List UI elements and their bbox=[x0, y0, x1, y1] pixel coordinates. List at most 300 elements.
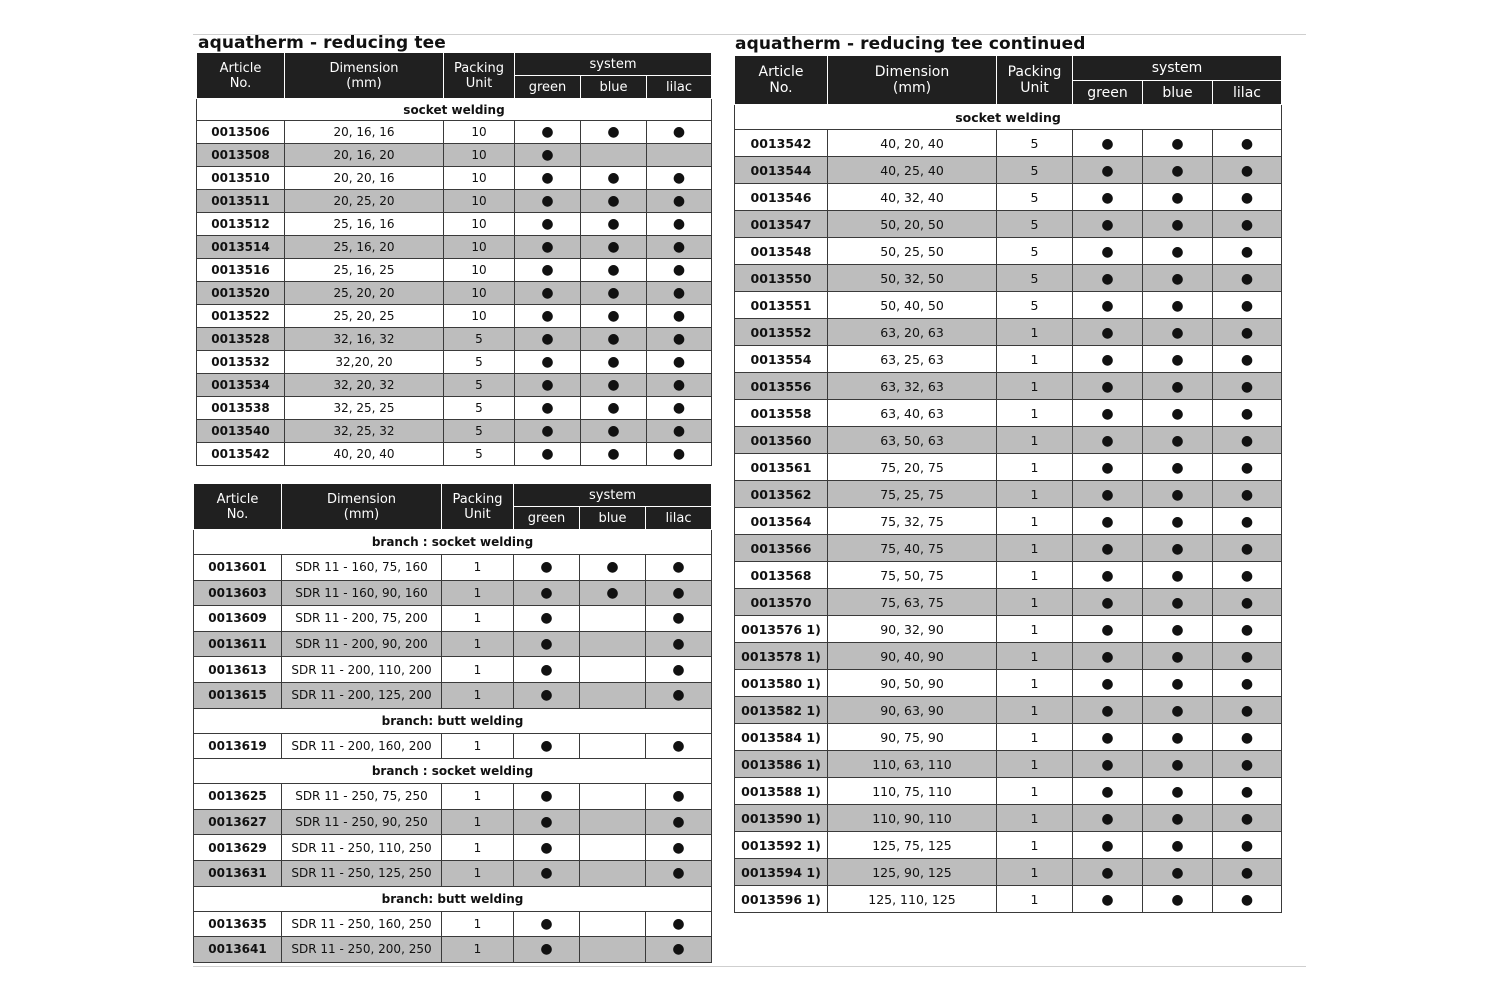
article-number-cell: 0013522 bbox=[197, 305, 285, 328]
green-system-cell bbox=[1073, 130, 1143, 157]
table-row bbox=[735, 157, 1282, 184]
lilac-system-cell bbox=[1213, 238, 1282, 265]
availability-dot-icon: ● bbox=[607, 193, 620, 209]
green-system-cell bbox=[514, 631, 580, 657]
table-row bbox=[735, 535, 1282, 562]
availability-dot-icon: ● bbox=[672, 687, 685, 704]
table-row bbox=[194, 631, 712, 657]
packing-unit-cell: 10 bbox=[444, 167, 515, 190]
dimension-cell: 20, 16, 16 bbox=[285, 121, 444, 144]
green-system-cell bbox=[515, 282, 581, 305]
table-row bbox=[194, 784, 712, 810]
blue-system-cell bbox=[581, 374, 647, 397]
availability-dot-icon: ● bbox=[1171, 459, 1184, 476]
packing-unit-cell: 5 bbox=[997, 292, 1073, 319]
availability-dot-icon: ● bbox=[607, 354, 620, 370]
availability-dot-icon: ● bbox=[1240, 459, 1254, 476]
dimension-cell: 75, 40, 75 bbox=[828, 535, 997, 562]
packing-unit-cell: 1 bbox=[997, 508, 1073, 535]
availability-dot-icon: ● bbox=[672, 308, 686, 324]
blue-system-cell bbox=[581, 144, 647, 167]
blue-system-cell bbox=[1143, 130, 1213, 157]
blue-system-cell bbox=[581, 259, 647, 282]
packing-unit-cell: 1 bbox=[442, 835, 514, 861]
blue-system-cell bbox=[1143, 292, 1213, 319]
blue-system-cell bbox=[1143, 886, 1213, 913]
packing-unit-cell: 10 bbox=[444, 282, 515, 305]
dimension-header: Dimension (mm) bbox=[828, 56, 997, 105]
availability-dot-icon: ● bbox=[1171, 594, 1184, 611]
availability-dot-icon: ● bbox=[541, 216, 554, 232]
green-system-cell bbox=[515, 420, 581, 443]
dimension-cell: 75, 50, 75 bbox=[828, 562, 997, 589]
lilac-system-cell bbox=[1213, 373, 1282, 400]
availability-dot-icon: ● bbox=[541, 285, 554, 301]
availability-dot-icon: ● bbox=[1240, 675, 1254, 692]
blue-system-cell bbox=[1143, 319, 1213, 346]
green-system-cell bbox=[1073, 238, 1143, 265]
lilac-system-cell bbox=[1213, 211, 1282, 238]
green-system-cell bbox=[1073, 751, 1143, 778]
availability-dot-icon: ● bbox=[1240, 567, 1254, 584]
availability-dot-icon: ● bbox=[1101, 729, 1114, 746]
packing-unit-cell: 1 bbox=[442, 784, 514, 810]
article-number-cell: 0013528 bbox=[197, 328, 285, 351]
green-system-cell bbox=[1073, 697, 1143, 724]
blue-header: blue bbox=[580, 507, 646, 530]
reducing-tee-table-1 bbox=[196, 52, 712, 466]
blue-system-cell bbox=[1143, 508, 1213, 535]
green-system-cell bbox=[515, 351, 581, 374]
packing-unit-cell: 1 bbox=[442, 657, 514, 683]
availability-dot-icon: ● bbox=[1101, 675, 1114, 692]
availability-dot-icon: ● bbox=[540, 941, 553, 958]
section-row bbox=[194, 530, 712, 555]
availability-dot-icon: ● bbox=[1101, 135, 1114, 152]
availability-dot-icon: ● bbox=[1101, 702, 1114, 719]
availability-dot-icon: ● bbox=[672, 814, 685, 831]
lilac-system-cell bbox=[1213, 805, 1282, 832]
packing-unit-cell: 1 bbox=[442, 555, 514, 581]
availability-dot-icon: ● bbox=[1240, 216, 1254, 233]
availability-dot-icon: ● bbox=[1101, 486, 1114, 503]
lilac-system-cell bbox=[1213, 184, 1282, 211]
availability-dot-icon: ● bbox=[541, 308, 554, 324]
article-number-cell: 0013601 bbox=[194, 555, 282, 581]
green-header: green bbox=[1073, 81, 1143, 105]
dimension-cell: 40, 32, 40 bbox=[828, 184, 997, 211]
blue-system-cell bbox=[1143, 211, 1213, 238]
lilac-system-cell bbox=[647, 190, 712, 213]
packing-unit-cell: 1 bbox=[997, 859, 1073, 886]
availability-dot-icon: ● bbox=[1171, 513, 1184, 530]
availability-dot-icon: ● bbox=[540, 661, 553, 678]
availability-dot-icon: ● bbox=[1171, 783, 1184, 800]
blue-system-cell bbox=[1143, 265, 1213, 292]
availability-dot-icon: ● bbox=[672, 423, 686, 439]
green-system-cell bbox=[1073, 886, 1143, 913]
lilac-system-cell bbox=[647, 443, 712, 466]
dimension-cell: 50, 32, 50 bbox=[828, 265, 997, 292]
availability-dot-icon: ● bbox=[1240, 432, 1254, 449]
lilac-system-cell bbox=[1213, 859, 1282, 886]
table-row bbox=[735, 184, 1282, 211]
packing-unit-cell: 5 bbox=[444, 328, 515, 351]
blue-system-cell bbox=[1143, 832, 1213, 859]
dimension-cell: 75, 32, 75 bbox=[828, 508, 997, 535]
availability-dot-icon: ● bbox=[1240, 324, 1254, 341]
blue-system-cell bbox=[1143, 562, 1213, 589]
availability-dot-icon: ● bbox=[541, 446, 554, 462]
lilac-system-cell bbox=[646, 835, 712, 861]
green-system-cell bbox=[1073, 427, 1143, 454]
availability-dot-icon: ● bbox=[672, 285, 686, 301]
packing-unit-cell: 1 bbox=[997, 481, 1073, 508]
availability-dot-icon: ● bbox=[540, 687, 553, 704]
availability-dot-icon: ● bbox=[1101, 189, 1114, 206]
dimension-cell: 90, 50, 90 bbox=[828, 670, 997, 697]
green-system-cell bbox=[1073, 184, 1143, 211]
dimension-cell: 32, 25, 25 bbox=[285, 397, 444, 420]
blue-system-cell bbox=[1143, 670, 1213, 697]
availability-dot-icon: ● bbox=[1101, 216, 1114, 233]
dimension-cell: SDR 11 - 200, 125, 200 bbox=[282, 682, 442, 708]
dimension-cell: 125, 90, 125 bbox=[828, 859, 997, 886]
availability-dot-icon: ● bbox=[1240, 837, 1254, 854]
dimension-cell: 63, 20, 63 bbox=[828, 319, 997, 346]
table-row bbox=[197, 190, 712, 213]
dimension-cell: SDR 11 - 250, 200, 250 bbox=[282, 937, 442, 963]
lilac-system-cell bbox=[647, 397, 712, 420]
green-system-cell bbox=[1073, 400, 1143, 427]
blue-system-cell bbox=[581, 167, 647, 190]
availability-dot-icon: ● bbox=[540, 915, 553, 932]
availability-dot-icon: ● bbox=[672, 193, 686, 209]
dimension-cell: 125, 110, 125 bbox=[828, 886, 997, 913]
packing-unit-cell: 5 bbox=[444, 443, 515, 466]
dimension-cell: 20, 16, 20 bbox=[285, 144, 444, 167]
dimension-cell: 20, 25, 20 bbox=[285, 190, 444, 213]
article-number-cell: 0013508 bbox=[197, 144, 285, 167]
availability-dot-icon: ● bbox=[607, 239, 620, 255]
article-number-cell: 0013514 bbox=[197, 236, 285, 259]
article-number-cell: 0013584 1) bbox=[735, 724, 828, 751]
availability-dot-icon: ● bbox=[1101, 243, 1114, 260]
dimension-header: Dimension (mm) bbox=[285, 53, 444, 99]
availability-dot-icon: ● bbox=[672, 610, 685, 627]
blue-system-cell bbox=[1143, 859, 1213, 886]
dimension-cell: SDR 11 - 200, 110, 200 bbox=[282, 657, 442, 683]
system-header: system bbox=[515, 53, 712, 76]
dimension-cell: SDR 11 - 250, 110, 250 bbox=[282, 835, 442, 861]
blue-system-cell bbox=[580, 555, 646, 581]
table-row bbox=[194, 580, 712, 606]
article-number-cell: 0013596 1) bbox=[735, 886, 828, 913]
availability-dot-icon: ● bbox=[1240, 135, 1254, 152]
availability-dot-icon: ● bbox=[672, 941, 685, 958]
table-row bbox=[197, 305, 712, 328]
article-number-cell: 0013590 1) bbox=[735, 805, 828, 832]
green-system-cell bbox=[515, 397, 581, 420]
packing-unit-cell: 5 bbox=[444, 397, 515, 420]
table-row bbox=[735, 292, 1282, 319]
packing-unit-cell: 1 bbox=[997, 535, 1073, 562]
availability-dot-icon: ● bbox=[541, 331, 554, 347]
green-system-cell bbox=[1073, 589, 1143, 616]
availability-dot-icon: ● bbox=[1171, 378, 1184, 395]
packing-unit-cell: 1 bbox=[997, 697, 1073, 724]
table-row bbox=[194, 657, 712, 683]
availability-dot-icon: ● bbox=[1101, 297, 1114, 314]
availability-dot-icon: ● bbox=[1171, 243, 1184, 260]
availability-dot-icon: ● bbox=[1240, 621, 1254, 638]
availability-dot-icon: ● bbox=[1101, 756, 1114, 773]
table-row bbox=[194, 860, 712, 886]
dimension-cell: 90, 40, 90 bbox=[828, 643, 997, 670]
availability-dot-icon: ● bbox=[607, 262, 620, 278]
article-number-cell: 0013551 bbox=[735, 292, 828, 319]
availability-dot-icon: ● bbox=[1240, 297, 1254, 314]
availability-dot-icon: ● bbox=[1240, 891, 1254, 908]
table-row bbox=[197, 351, 712, 374]
availability-dot-icon: ● bbox=[540, 865, 553, 882]
section-row bbox=[194, 708, 712, 733]
packing-unit-cell: 5 bbox=[997, 211, 1073, 238]
blue-system-cell bbox=[580, 657, 646, 683]
availability-dot-icon: ● bbox=[672, 446, 686, 462]
dimension-cell: SDR 11 - 250, 160, 250 bbox=[282, 911, 442, 937]
availability-dot-icon: ● bbox=[1171, 216, 1184, 233]
availability-dot-icon: ● bbox=[607, 446, 620, 462]
availability-dot-icon: ● bbox=[1240, 810, 1254, 827]
availability-dot-icon: ● bbox=[672, 584, 685, 601]
dimension-cell: SDR 11 - 250, 75, 250 bbox=[282, 784, 442, 810]
article-number-cell: 0013641 bbox=[194, 937, 282, 963]
dimension-cell: SDR 11 - 160, 75, 160 bbox=[282, 555, 442, 581]
section-label: branch : socket welding bbox=[194, 759, 712, 784]
blue-system-cell bbox=[581, 328, 647, 351]
lilac-system-cell bbox=[646, 937, 712, 963]
green-system-cell bbox=[1073, 454, 1143, 481]
availability-dot-icon: ● bbox=[672, 865, 685, 882]
availability-dot-icon: ● bbox=[1101, 783, 1114, 800]
lilac-system-cell bbox=[1213, 157, 1282, 184]
lilac-system-cell bbox=[647, 420, 712, 443]
availability-dot-icon: ● bbox=[1240, 162, 1254, 179]
lilac-system-cell bbox=[647, 236, 712, 259]
article-number-cell: 0013580 1) bbox=[735, 670, 828, 697]
availability-dot-icon: ● bbox=[1101, 864, 1114, 881]
packing-unit-cell: 1 bbox=[997, 805, 1073, 832]
table-row bbox=[735, 616, 1282, 643]
lilac-system-cell bbox=[1213, 319, 1282, 346]
availability-dot-icon: ● bbox=[1171, 351, 1184, 368]
article-number-cell: 0013562 bbox=[735, 481, 828, 508]
blue-system-cell bbox=[1143, 697, 1213, 724]
blue-system-cell bbox=[1143, 751, 1213, 778]
article-number-cell: 0013540 bbox=[197, 420, 285, 443]
table-row bbox=[197, 420, 712, 443]
article-number-cell: 0013516 bbox=[197, 259, 285, 282]
lilac-header: lilac bbox=[647, 76, 712, 99]
availability-dot-icon: ● bbox=[1240, 270, 1254, 287]
green-system-cell bbox=[515, 374, 581, 397]
table-row bbox=[735, 589, 1282, 616]
availability-dot-icon: ● bbox=[1101, 540, 1114, 557]
table-row bbox=[735, 427, 1282, 454]
lilac-system-cell bbox=[646, 606, 712, 632]
availability-dot-icon: ● bbox=[1240, 486, 1254, 503]
blue-system-cell bbox=[1143, 805, 1213, 832]
blue-system-cell bbox=[1143, 778, 1213, 805]
packing-unit-cell: 5 bbox=[444, 351, 515, 374]
availability-dot-icon: ● bbox=[1101, 810, 1114, 827]
lilac-system-cell bbox=[647, 374, 712, 397]
section-row bbox=[194, 759, 712, 784]
packing-unit-cell: 5 bbox=[444, 420, 515, 443]
lilac-system-cell bbox=[646, 657, 712, 683]
article-number-cell: 0013520 bbox=[197, 282, 285, 305]
green-system-cell bbox=[514, 555, 580, 581]
dimension-cell: 50, 25, 50 bbox=[828, 238, 997, 265]
article-number-cell: 0013603 bbox=[194, 580, 282, 606]
article-number-cell: 0013558 bbox=[735, 400, 828, 427]
availability-dot-icon: ● bbox=[540, 737, 553, 754]
packing-unit-cell: 1 bbox=[997, 427, 1073, 454]
availability-dot-icon: ● bbox=[1101, 648, 1114, 665]
packing-unit-cell: 1 bbox=[442, 937, 514, 963]
green-system-cell bbox=[515, 121, 581, 144]
lilac-system-cell bbox=[647, 328, 712, 351]
dimension-cell: 20, 20, 16 bbox=[285, 167, 444, 190]
green-system-cell bbox=[514, 606, 580, 632]
availability-dot-icon: ● bbox=[541, 147, 554, 163]
availability-dot-icon: ● bbox=[541, 124, 554, 140]
blue-system-cell bbox=[581, 420, 647, 443]
availability-dot-icon: ● bbox=[672, 170, 686, 186]
blue-system-cell bbox=[1143, 346, 1213, 373]
packing-unit-cell: 1 bbox=[442, 631, 514, 657]
green-system-cell bbox=[514, 657, 580, 683]
table-row bbox=[735, 778, 1282, 805]
availability-dot-icon: ● bbox=[672, 737, 685, 754]
blue-system-cell bbox=[1143, 427, 1213, 454]
green-system-cell bbox=[1073, 535, 1143, 562]
availability-dot-icon: ● bbox=[607, 170, 620, 186]
green-system-cell bbox=[515, 190, 581, 213]
green-system-cell bbox=[515, 305, 581, 328]
packing-unit-header: Packing Unit bbox=[997, 56, 1073, 105]
packing-unit-cell: 10 bbox=[444, 144, 515, 167]
table-row bbox=[735, 508, 1282, 535]
availability-dot-icon: ● bbox=[672, 636, 685, 653]
availability-dot-icon: ● bbox=[1171, 810, 1184, 827]
green-system-cell bbox=[1073, 859, 1143, 886]
green-system-cell bbox=[515, 167, 581, 190]
availability-dot-icon: ● bbox=[1101, 891, 1114, 908]
availability-dot-icon: ● bbox=[1101, 837, 1114, 854]
availability-dot-icon: ● bbox=[541, 400, 554, 416]
green-system-cell bbox=[1073, 319, 1143, 346]
dimension-cell: SDR 11 - 160, 90, 160 bbox=[282, 580, 442, 606]
packing-unit-cell: 5 bbox=[444, 374, 515, 397]
table-row bbox=[735, 454, 1282, 481]
availability-dot-icon: ● bbox=[541, 193, 554, 209]
packing-unit-cell: 1 bbox=[997, 670, 1073, 697]
availability-dot-icon: ● bbox=[672, 661, 685, 678]
availability-dot-icon: ● bbox=[1171, 135, 1184, 152]
dimension-cell: SDR 11 - 250, 90, 250 bbox=[282, 809, 442, 835]
blue-system-cell bbox=[581, 213, 647, 236]
dimension-cell: 63, 25, 63 bbox=[828, 346, 997, 373]
article-number-cell: 0013627 bbox=[194, 809, 282, 835]
table-row bbox=[735, 238, 1282, 265]
article-number-cell: 0013560 bbox=[735, 427, 828, 454]
blue-system-cell bbox=[580, 580, 646, 606]
blue-system-cell bbox=[580, 911, 646, 937]
article-number-cell: 0013511 bbox=[197, 190, 285, 213]
packing-unit-cell: 1 bbox=[997, 562, 1073, 589]
lilac-system-cell bbox=[647, 167, 712, 190]
section-label: branch: butt welding bbox=[194, 708, 712, 733]
blue-system-cell bbox=[581, 236, 647, 259]
availability-dot-icon: ● bbox=[607, 308, 620, 324]
table-row bbox=[735, 859, 1282, 886]
lilac-system-cell bbox=[647, 305, 712, 328]
lilac-system-cell bbox=[1213, 130, 1282, 157]
green-header: green bbox=[515, 76, 581, 99]
availability-dot-icon: ● bbox=[540, 814, 553, 831]
packing-unit-cell: 1 bbox=[997, 454, 1073, 481]
green-system-cell bbox=[514, 784, 580, 810]
dimension-cell: 25, 16, 20 bbox=[285, 236, 444, 259]
article-no-header: Article No. bbox=[197, 53, 285, 99]
lilac-system-cell bbox=[646, 809, 712, 835]
article-number-cell: 0013586 1) bbox=[735, 751, 828, 778]
dimension-cell: 25, 20, 25 bbox=[285, 305, 444, 328]
availability-dot-icon: ● bbox=[1171, 864, 1184, 881]
availability-dot-icon: ● bbox=[606, 559, 619, 576]
lilac-system-cell bbox=[1213, 535, 1282, 562]
blue-system-cell bbox=[1143, 157, 1213, 184]
availability-dot-icon: ● bbox=[672, 377, 686, 393]
packing-unit-cell: 1 bbox=[997, 319, 1073, 346]
availability-dot-icon: ● bbox=[1240, 594, 1254, 611]
green-system-cell bbox=[514, 860, 580, 886]
availability-dot-icon: ● bbox=[672, 331, 686, 347]
availability-dot-icon: ● bbox=[1101, 594, 1114, 611]
table-row bbox=[197, 397, 712, 420]
availability-dot-icon: ● bbox=[672, 839, 685, 856]
dimension-cell: 110, 90, 110 bbox=[828, 805, 997, 832]
availability-dot-icon: ● bbox=[1240, 702, 1254, 719]
section-row bbox=[194, 886, 712, 911]
availability-dot-icon: ● bbox=[541, 423, 554, 439]
article-number-cell: 0013625 bbox=[194, 784, 282, 810]
article-number-cell: 0013582 1) bbox=[735, 697, 828, 724]
article-number-cell: 0013506 bbox=[197, 121, 285, 144]
green-system-cell bbox=[1073, 562, 1143, 589]
table-row bbox=[735, 481, 1282, 508]
lilac-system-cell bbox=[1213, 346, 1282, 373]
blue-system-cell bbox=[1143, 454, 1213, 481]
availability-dot-icon: ● bbox=[1101, 162, 1114, 179]
packing-unit-cell: 1 bbox=[442, 682, 514, 708]
dimension-cell: 25, 16, 25 bbox=[285, 259, 444, 282]
green-system-cell bbox=[1073, 211, 1143, 238]
dimension-cell: 32, 20, 32 bbox=[285, 374, 444, 397]
blue-system-cell bbox=[580, 606, 646, 632]
